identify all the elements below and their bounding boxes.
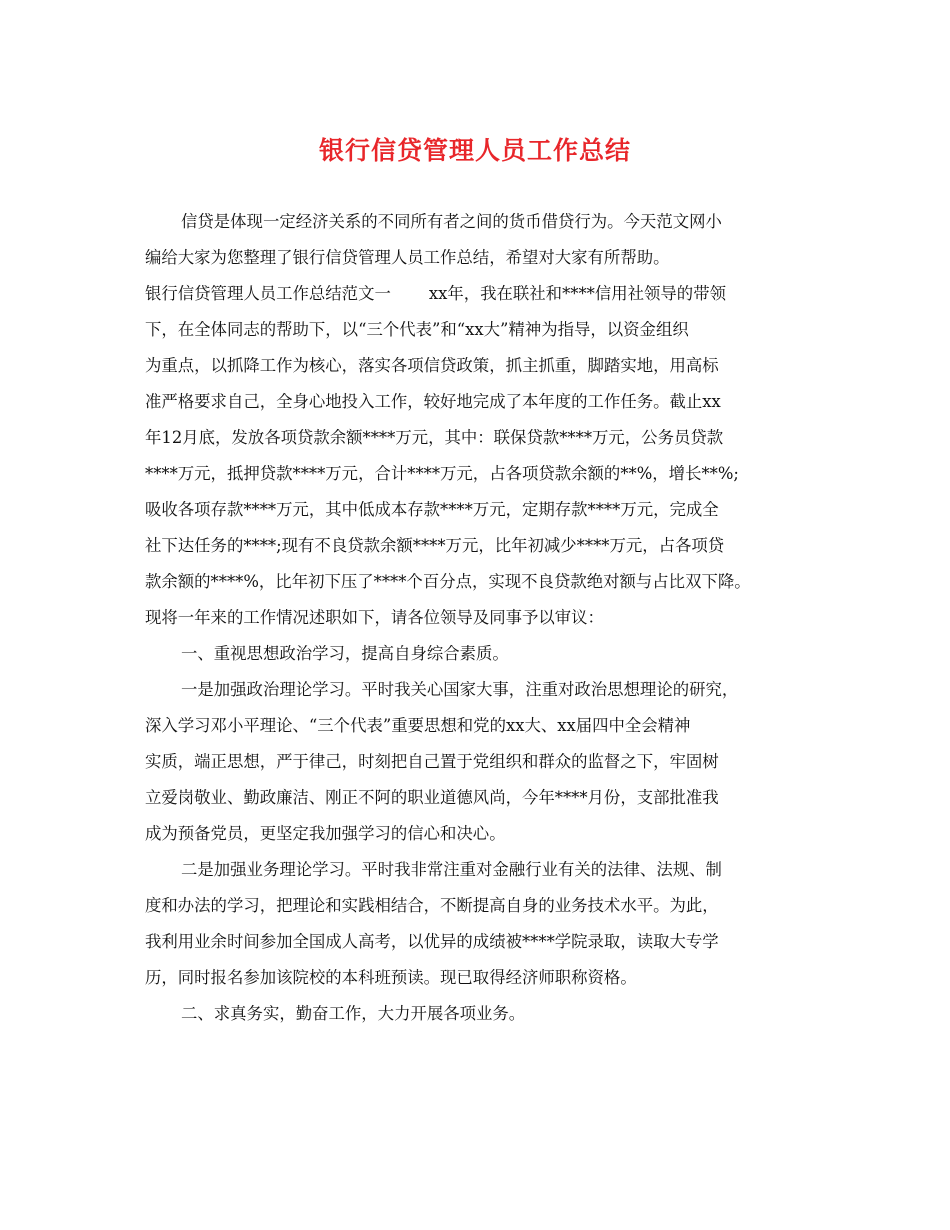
body-line: 我利用业余时间参加全国成人高考，以优异的成绩被****学院录取，读取大专学	[145, 932, 719, 951]
body-line: 准严格要求自己，全身心地投入工作，较好地完成了本年度的工作任务。截止xx	[145, 392, 721, 411]
body-line: 现将一年来的工作情况述职如下，请各位领导及同事予以审议：	[145, 608, 604, 627]
body-line: 立爱岗敬业、勤政廉洁、刚正不阿的职业道德风尚，今年****月份，支部批准我	[145, 788, 719, 807]
body-line: 度和办法的学习，把理论和实践相结合，不断提高自身的业务技术水平。为此，	[145, 896, 719, 915]
body-line: 编给大家为您整理了银行信贷管理人员工作总结，希望对大家有所帮助。	[145, 248, 670, 267]
body-line: 实质，端正思想，严于律己，时刻把自己置于党组织和群众的监督之下，牢固树	[145, 752, 719, 771]
body-line: 为重点，以抓降工作为核心，落实各项信贷政策，抓主抓重，脚踏实地，用高标	[145, 356, 719, 375]
body-line: 一是加强政治理论学习。平时我关心国家大事，注重对政治思想理论的研究，	[181, 680, 739, 699]
body-line: 信贷是体现一定经济关系的不同所有者之间的货币借贷行为。今天范文网小	[181, 212, 722, 231]
body-line: 下，在全体同志的帮助下，以“三个代表”和“xx大”精神为指导，以资金组织	[145, 320, 689, 339]
body-line: 银行信贷管理人员工作总结范文一 xx年，我在联社和****信用社领导的带领	[145, 284, 726, 303]
body-line: 二是加强业务理论学习。平时我非常注重对金融行业有关的法律、法规、制	[181, 860, 722, 879]
body-line: 社下达任务的****;现有不良贷款余额****万元，比年初减少****万元，占各项贷	[145, 536, 725, 555]
body-line: ****万元，抵押贷款****万元，合计****万元，占各项贷款余额的**%，增长**%;	[145, 464, 739, 483]
body-line: 成为预备党员，更坚定我加强学习的信心和决心。	[145, 824, 506, 843]
body-line: 吸收各项存款****万元，其中低成本存款****万元，定期存款****万元，完成全	[145, 500, 719, 519]
body-line: 一、重视思想政治学习，提高自身综合素质。	[181, 644, 509, 663]
body-line: 二、求真务实，勤奋工作，大力开展各项业务。	[181, 1004, 526, 1023]
document-body	[145, 204, 805, 1032]
body-line: 历，同时报名参加该院校的本科班预读。现已取得经济师职称资格。	[145, 968, 637, 987]
body-line: 深入学习邓小平理论、“三个代表”重要思想和党的xx大、xx届四中全会精神	[145, 716, 691, 735]
document-title: 银行信贷管理人员工作总结	[318, 136, 631, 165]
body-line: 年12月底，发放各项贷款余额****万元，其中：联保贷款****万元，公务员贷款	[145, 428, 724, 447]
body-line: 款余额的****%，比年初下压了****个百分点，实现不良贷款绝对额与占比双下降。	[145, 572, 751, 591]
